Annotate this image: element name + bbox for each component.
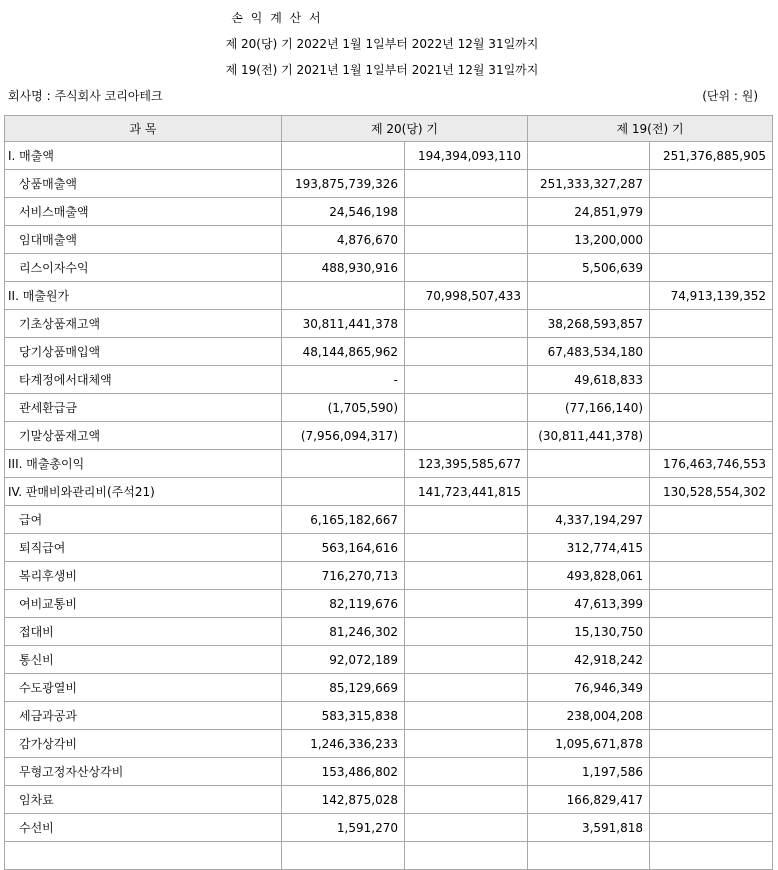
period-current: 제 20(당) 기 2022년 1월 1일부터 2022년 12월 31일까지 [225,37,539,51]
current-total-amount [405,226,528,254]
current-detail-amount: 142,875,028 [282,786,405,814]
current-total-amount [405,646,528,674]
table-row [5,814,773,842]
table-row [5,282,773,310]
prior-detail-amount [528,142,650,170]
prior-total-amount [650,338,773,366]
current-detail-amount: 193,875,739,326 [282,170,405,198]
current-total-amount [405,534,528,562]
prior-total-amount [650,590,773,618]
account-label: 수선비 [5,814,282,842]
table-row [5,590,773,618]
current-total-amount [405,758,528,786]
current-total-amount [405,730,528,758]
account-label: 관세환급금 [5,394,282,422]
table-row [5,674,773,702]
prior-total-amount [650,730,773,758]
prior-detail-amount [528,450,650,478]
account-label: 상품매출액 [5,170,282,198]
current-detail-amount: 6,165,182,667 [282,506,405,534]
account-label: III. 매출총이익 [5,450,282,478]
table-row [5,422,773,450]
account-label: 접대비 [5,618,282,646]
prior-detail-amount: 49,618,833 [528,366,650,394]
prior-total-amount [650,366,773,394]
prior-detail-amount: 1,095,671,878 [528,730,650,758]
table-row [5,618,773,646]
current-detail-amount: (7,956,094,317) [282,422,405,450]
current-detail-amount: 4,876,670 [282,226,405,254]
current-detail-amount [282,142,405,170]
prior-detail-amount: 76,946,349 [528,674,650,702]
prior-detail-amount: 13,200,000 [528,226,650,254]
account-label: 임차료 [5,786,282,814]
prior-detail-amount: 67,483,534,180 [528,338,650,366]
column-header-account: 과 목 [5,116,282,142]
current-total-amount [405,422,528,450]
account-label: IV. 판매비와관리비(주석21) [5,478,282,506]
current-detail-amount: 1,246,336,233 [282,730,405,758]
current-detail-amount [282,450,405,478]
account-label: 퇴직급여 [5,534,282,562]
prior-total-amount [650,702,773,730]
prior-total-amount [650,254,773,282]
current-detail-amount: 716,270,713 [282,562,405,590]
current-total-amount [405,702,528,730]
current-total-amount [405,198,528,226]
prior-total-amount [650,394,773,422]
table-row [5,786,773,814]
table-row [5,478,773,506]
current-total-amount [405,366,528,394]
current-total-amount [405,170,528,198]
column-header-current: 제 20(당) 기 [282,116,528,142]
table-header-row [5,116,773,142]
account-label: 수도광열비 [5,674,282,702]
prior-total-amount [650,170,773,198]
prior-total-amount: 130,528,554,302 [650,478,773,506]
prior-detail-amount: 251,333,327,287 [528,170,650,198]
table-row [5,534,773,562]
empty-cell [5,842,282,870]
current-total-amount [405,562,528,590]
current-total-amount: 123,395,585,677 [405,450,528,478]
table-row [5,506,773,534]
prior-detail-amount [528,478,650,506]
prior-total-amount [650,646,773,674]
current-detail-amount: (1,705,590) [282,394,405,422]
account-label: 여비교통비 [5,590,282,618]
prior-total-amount [650,534,773,562]
current-detail-amount [282,282,405,310]
prior-total-amount: 251,376,885,905 [650,142,773,170]
current-detail-amount: 563,164,616 [282,534,405,562]
prior-detail-amount: 166,829,417 [528,786,650,814]
unit-label: (단위 : 원) [702,89,758,103]
current-detail-amount: 48,144,865,962 [282,338,405,366]
prior-detail-amount: 238,004,208 [528,702,650,730]
prior-detail-amount: 4,337,194,297 [528,506,650,534]
prior-total-amount: 74,913,139,352 [650,282,773,310]
prior-total-amount [650,618,773,646]
current-detail-amount: 30,811,441,378 [282,310,405,338]
statement-title: 손 익 계 산 서 [231,11,323,25]
prior-detail-amount: 42,918,242 [528,646,650,674]
table-row [5,842,773,870]
current-detail-amount: 583,315,838 [282,702,405,730]
account-label: 세금과공과 [5,702,282,730]
table-row [5,702,773,730]
table-row [5,310,773,338]
current-total-amount [405,786,528,814]
current-total-amount [405,506,528,534]
account-label: 급여 [5,506,282,534]
table-row [5,142,773,170]
prior-detail-amount [528,282,650,310]
prior-detail-amount: 493,828,061 [528,562,650,590]
current-detail-amount: 81,246,302 [282,618,405,646]
account-label: 무형고정자산상각비 [5,758,282,786]
prior-detail-amount: 1,197,586 [528,758,650,786]
current-total-amount [405,618,528,646]
prior-total-amount [650,674,773,702]
income-statement-table [4,115,773,870]
account-label: 기초상품재고액 [5,310,282,338]
prior-detail-amount: 312,774,415 [528,534,650,562]
account-label: 통신비 [5,646,282,674]
table-row [5,394,773,422]
account-label: 기말상품재고액 [5,422,282,450]
prior-detail-amount: 47,613,399 [528,590,650,618]
prior-detail-amount: 38,268,593,857 [528,310,650,338]
prior-detail-amount: (77,166,140) [528,394,650,422]
current-total-amount [405,394,528,422]
table-row [5,450,773,478]
account-label: I. 매출액 [5,142,282,170]
account-label: 복리후생비 [5,562,282,590]
current-detail-amount: 488,930,916 [282,254,405,282]
current-detail-amount: - [282,366,405,394]
prior-detail-amount: 15,130,750 [528,618,650,646]
account-label: 감가상각비 [5,730,282,758]
table-row [5,226,773,254]
prior-total-amount [650,562,773,590]
account-label: 서비스매출액 [5,198,282,226]
current-detail-amount: 24,546,198 [282,198,405,226]
table-row [5,366,773,394]
table-row [5,730,773,758]
current-total-amount: 141,723,441,815 [405,478,528,506]
prior-total-amount: 176,463,746,553 [650,450,773,478]
empty-cell [528,842,650,870]
current-total-amount [405,338,528,366]
current-total-amount [405,814,528,842]
period-prior: 제 19(전) 기 2021년 1월 1일부터 2021년 12월 31일까지 [225,63,539,77]
table-row [5,646,773,674]
prior-detail-amount: 24,851,979 [528,198,650,226]
prior-total-amount [650,422,773,450]
current-total-amount: 70,998,507,433 [405,282,528,310]
prior-total-amount [650,310,773,338]
prior-detail-amount: (30,811,441,378) [528,422,650,450]
column-header-prior: 제 19(전) 기 [528,116,773,142]
table-row [5,198,773,226]
empty-cell [405,842,528,870]
table-row [5,562,773,590]
current-detail-amount [282,478,405,506]
current-total-amount [405,254,528,282]
prior-total-amount [650,198,773,226]
current-detail-amount: 85,129,669 [282,674,405,702]
account-label: 임대매출액 [5,226,282,254]
prior-total-amount [650,786,773,814]
current-detail-amount: 1,591,270 [282,814,405,842]
current-detail-amount: 82,119,676 [282,590,405,618]
account-label: 타계정에서대체액 [5,366,282,394]
empty-cell [282,842,405,870]
current-total-amount [405,674,528,702]
current-total-amount: 194,394,093,110 [405,142,528,170]
prior-detail-amount: 3,591,818 [528,814,650,842]
table-row [5,338,773,366]
current-total-amount [405,310,528,338]
prior-detail-amount: 5,506,639 [528,254,650,282]
company-name: 회사명 : 주식회사 코리아테크 [8,89,163,103]
table-row [5,758,773,786]
current-detail-amount: 92,072,189 [282,646,405,674]
account-label: II. 매출원가 [5,282,282,310]
prior-total-amount [650,758,773,786]
account-label: 리스이자수익 [5,254,282,282]
current-total-amount [405,590,528,618]
prior-total-amount [650,814,773,842]
prior-total-amount [650,226,773,254]
table-row [5,170,773,198]
empty-cell [650,842,773,870]
current-detail-amount: 153,486,802 [282,758,405,786]
account-label: 당기상품매입액 [5,338,282,366]
prior-total-amount [650,506,773,534]
table-row [5,254,773,282]
